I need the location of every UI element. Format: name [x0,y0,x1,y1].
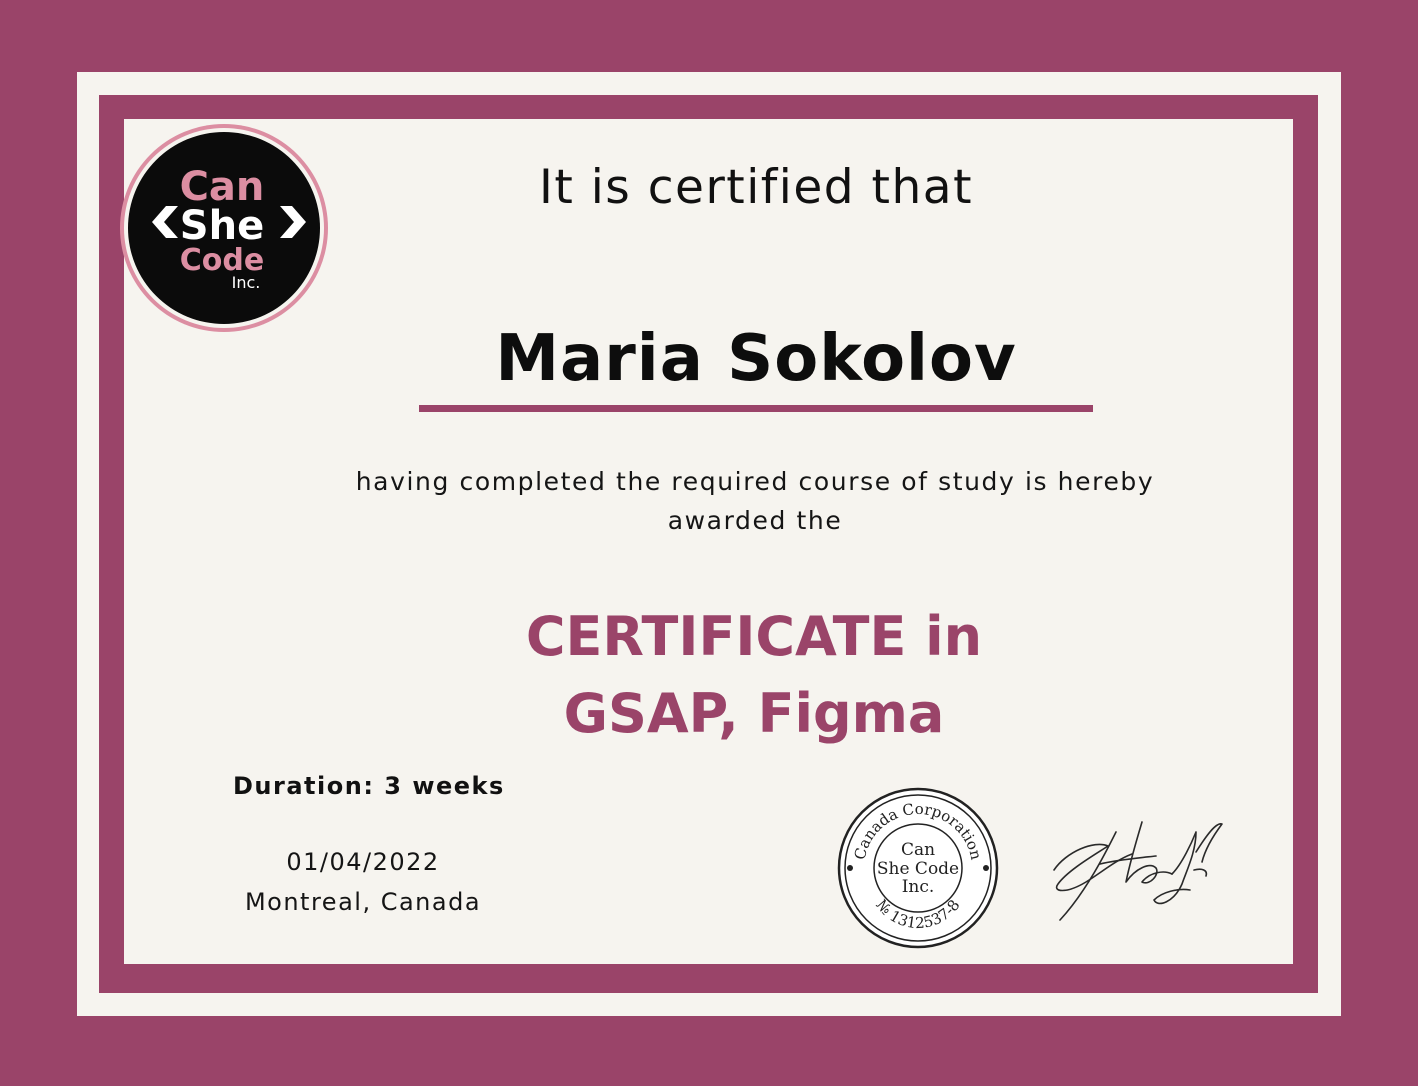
logo-text-can: Can [179,164,265,210]
award-statement-line-1: having completed the required course of study is hereby [355,467,1155,496]
seal-ring-top-text: Canada Corporation [850,799,986,862]
recipient-name: Maria Sokolov [495,322,1017,396]
name-underline [419,405,1093,412]
award-statement [300,462,1210,540]
certificate-title-line-1: CERTIFICATE in [525,605,983,668]
course-duration: Duration: 3 weeks [233,772,505,800]
logo-text-code: Code [179,243,265,278]
seal-center-line-1: Can [900,840,936,860]
seal-center-line-3: Inc. [901,877,935,897]
certificate-title-line-2: GSAP, Figma [563,682,945,745]
can-she-code-logo [118,122,330,334]
award-statement-line-2: awarded the [667,506,843,535]
seal-center-line-2: She Code [876,859,960,879]
issue-location: Montreal, Canada [244,888,482,916]
seal-ring-bottom-text: № 1312537-8 [872,895,964,933]
logo-text-inc: Inc. [231,273,261,292]
certificate-heading: It is certified that [538,160,974,215]
corporate-seal [836,786,1000,950]
logo-text-she: She [179,203,265,249]
certificate-title [354,598,1154,752]
signature [1046,812,1226,928]
issue-date: 01/04/2022 [286,848,440,876]
